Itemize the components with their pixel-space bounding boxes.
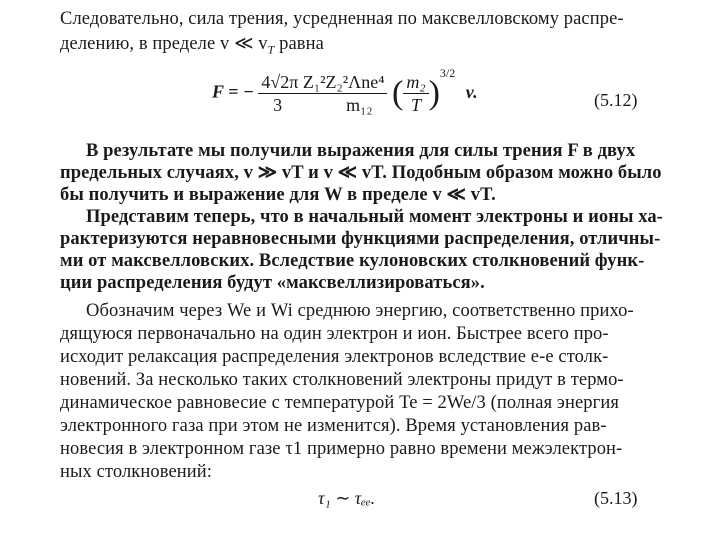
equation-number: (5.12) [594,90,638,110]
fraction-numerator: 4√2π Z₁²Z₂²Λne⁴ [258,72,387,94]
text-line: Следовательно, сила трения, усредненная по максвелловскому распре- [60,9,624,29]
equation-5-13: τ₁ ∼ τₑₑ. [318,488,376,508]
text-line: электронного газа при этом не изменится). Время установления рав- [60,416,607,436]
inner-fraction: $\frac{\text{m₂}}{T}$ [403,72,428,115]
text-line: новесия в электронном газе τ1 примерно равно времени межэлектрон- [60,439,623,459]
text-line: ции распределения будут «максвеллизироваться». [60,273,485,293]
text-line: динамическое равновесие с температурой Te = 2We/3 (полная энергия [60,393,619,413]
power: 3/2 [439,65,456,80]
equation-5-12 [212,65,478,115]
equation-rhs: v. [465,81,478,102]
text-line: новений. За несколько таких столкновений электроны придут в термо- [60,370,624,390]
text-line: В результате мы получили выражения для силы трения F в двух [86,141,636,161]
text-line: Представим теперь, что в начальный момент электроны и ионы ха- [86,207,663,227]
text-line: бы получить и выражение для W в пределе v ≪ vT. [60,185,496,205]
text-line: ных столкновений: [60,462,213,482]
right-paren: ) [428,74,440,112]
fraction-denominator: 3 m₁₂ [273,95,373,115]
left-paren: ( [391,74,404,112]
equation-fraction [258,72,387,115]
text-line: ми от максвелловских. Вследствие кулоновских столкновений функ- [60,251,645,271]
text-line: делению, в пределе v ≪ $v_T$ равна [60,34,324,57]
text-line: Обозначим через We и Wi среднюю энергию, соответственно прихо- [86,301,634,321]
text-line: предельных случаях, v ≫ vT и v ≪ vT. Подобным образом можно было [60,163,662,183]
equation-lhs: F = − [212,81,254,102]
text-line: дящуюся первоначально на один электрон и ион. Быстрее всего про- [60,324,609,344]
text-line: исходит релаксация распределения электронов вследствие e-e столк- [60,347,609,367]
text-line: рактеризуются неравновесными функциями распределения, отличны- [60,229,661,249]
equation-number: (5.13) [594,488,638,508]
subscript: T [267,42,275,57]
